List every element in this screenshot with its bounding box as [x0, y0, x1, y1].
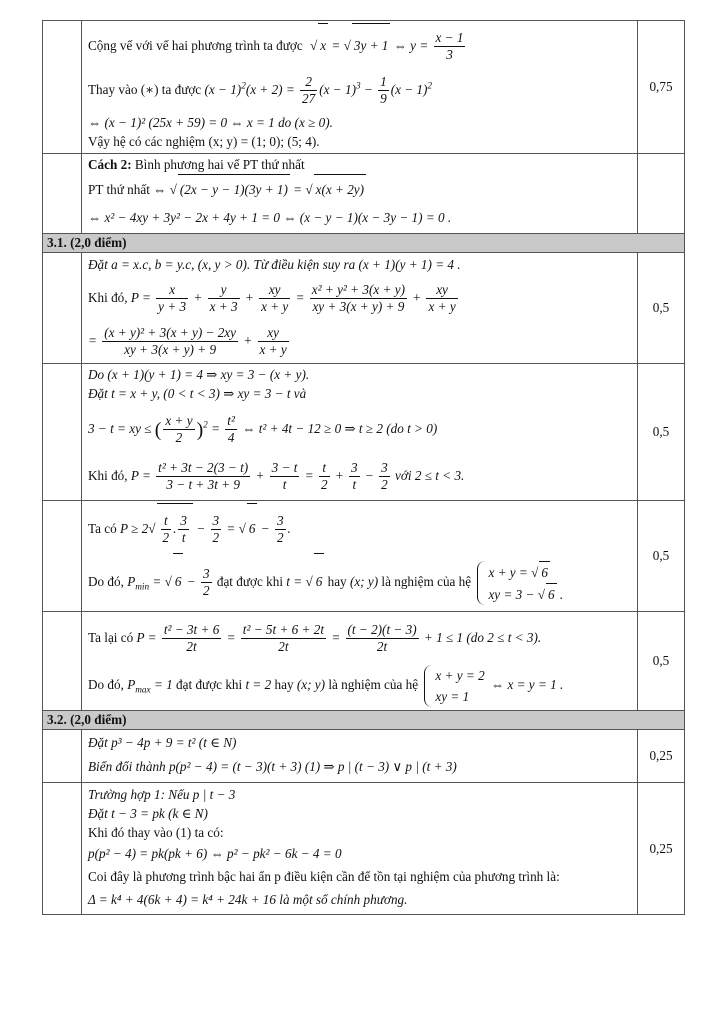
text-line: p(p² − 4) = pk(pk + 6) ⇔ p² − pk² − 6k − 4 = 0 [88, 846, 342, 861]
row3-content: Đặt a = x.c, b = y.c, (x, y > 0). Từ điều kiện suy ra (x + 1)(y + 1) = 4 . Khi đó, P = $\frac{x}{y + 3}$ + $\frac{y}{x + 3}$ + $\frac{xy}{x + y}$ = $\frac{\text{x² + y² + 3(x + y)}}{xy + 3(x + y) + 9}$ + $\frac{xy}{x + y}$ = $\frac{\text{(x + y)² + 3(x + y) − 2xy}}{xy + 3(x + y) + 9}$ + $\frac{xy}{x + y}$ [82, 253, 638, 364]
system-brace: x + y = √ 6 xy = 3 − √ 6 . [477, 561, 563, 605]
text-line: Thay vào [88, 82, 138, 97]
text-line: Đặt a = x.c, b = y.c, (x, y > 0). Từ điều kiện suy ra (x + 1)(y + 1) = 4 . [88, 257, 461, 272]
text-line: Do (x + 1)(y + 1) = 4 ⇒ xy = 3 − (x + y). [88, 367, 310, 382]
row5-content: Ta có P ≥ 2√ $\frac{t}{2}$ . $\frac{3}{t}$ − $\frac{3}{2}$ = √ 6 − $\frac{3}{2}$ . Do đó, $P_{min}$ = √ 6 − $\frac{3}{2}$ đạt được khi t = √ 6 hay (x; y) là nghiệm của hệ x + y = √ 6 xy = 3 − √ 6 . [82, 501, 638, 612]
score-cell: 0,5 [638, 364, 685, 501]
solution-table [42, 20, 685, 915]
row8-content: Trường hợp 1: Nếu p | t − 3 Đặt t − 3 = pk (k ∈ N) Khi đó thay vào (1) ta có: p(p² − 4) = pk(pk + 6) ⇔ p² − pk² − 6k − 4 = 0 Coi đây là phương trình bậc hai ẩn p điều kiện cần để tồn tại nghiệm của phương trình là: Δ = k⁴ + 4(6k + 4) = k⁴ + 24k + 16 là một số chính phương. [82, 783, 638, 915]
score-cell: 0,5 [638, 501, 685, 612]
row6-content: Ta lại có P = $\frac{\text{t² − 3t + 6}}{2t}$ = $\frac{\text{t² − 5t + 6 + 2t}}{2t}$ = $\frac{(t - 2)(t - 3)}{2t}$ + 1 ≤ 1 (do 2 ≤ t < 3). Do đó, $P_{max} = 1$ đạt được khi t = 2 hay (x; y) là nghiệm của hệ x + y = 2 xy = 1 ⇔ x = y = 1 . [82, 612, 638, 711]
text-line: Đặt p³ − 4p + 9 = t² (t ∈ N) [88, 735, 237, 750]
text-line: Ta có [88, 521, 117, 536]
text-line: Do đó, [88, 574, 124, 589]
row7-content [82, 730, 638, 783]
score-cell: 0,75 [638, 21, 685, 154]
text-line: Khi đó, [88, 290, 128, 305]
table-row [43, 730, 685, 783]
text-line: Biến đổi thành p(p² − 4) = (t − 3)(t + 3) (1) ⇒ p | (t − 3) ∨ p | (t + 3) [88, 759, 457, 774]
score-cell: 0,5 [638, 612, 685, 711]
section-header [43, 711, 685, 730]
score-cell: 0,25 [638, 783, 685, 915]
score-cell: 0,25 [638, 730, 685, 783]
table-row [43, 501, 685, 612]
text-line: PT thứ nhất ⇔ [88, 182, 167, 197]
system-brace: x + y = 2 xy = 1 [424, 665, 484, 707]
table-row [43, 21, 685, 154]
section-title: 3.2. (2,0 điểm) [43, 711, 685, 730]
text-line: Ta lại có [88, 630, 134, 645]
text-line: ⇔ x² − 4xy + 3y² − 2x + 4y + 1 = 0 ⇔ (x − y − 1)(x − 3y − 1) = 0 . [88, 210, 452, 225]
text-line: Đặt t = x + y, (0 < t < 3) ⇒ xy = 3 − t và [88, 386, 307, 401]
text-line: Đặt t − 3 = pk (k ∈ N) [88, 806, 208, 821]
table-row [43, 364, 685, 501]
table-row [43, 783, 685, 915]
text-line: Cộng vế với vế hai phương trình ta được [88, 38, 303, 53]
text-line: ⇔ (x − 1)² (25x + 59) = 0 ⇔ x = 1 do (x ≥ 0). [88, 115, 333, 130]
text-line: Khi đó, [88, 468, 128, 483]
row4-content: Do (x + 1)(y + 1) = 4 ⇒ xy = 3 − (x + y). Đặt t = x + y, (0 < t < 3) ⇒ xy = 3 − t và 3 − t = xy ≤ ( $\frac{x + y}{2}$ )$^2$ = $\frac{\text{t²}}{4}$ ⇔ t² + 4t − 12 ≥ 0 ⇒ t ≥ 2 (do t > 0) Khi đó, P = $\frac{\text{t² + 3t − 2(3 − t)}}{3 - t + 3t + 9}$ + $\frac{3 - t}{t}$ = $\frac{t}{2}$ + $\frac{3}{t}$ − $\frac{3}{2}$ với 2 ≤ t < 3. [82, 364, 638, 501]
text-line: Vậy hệ có các nghiệm (x; y) = (1; 0); (5; 4). [88, 134, 320, 149]
section-title: 3.1. (2,0 điểm) [43, 234, 685, 253]
table-row [43, 253, 685, 364]
table-row [43, 154, 685, 234]
row2-content: Cách 2: Bình phương hai vế PT thứ nhất PT thứ nhất ⇔ √ (2x − y − 1)(3y + 1) = √ x(x + 2y) ⇔ x² − 4xy + 3y² − 2x + 4y + 1 = 0 ⇔ (x − y − 1)(x − 3y − 1) = 0 . [82, 154, 638, 234]
text-line: Coi đây là phương trình bậc hai ẩn p điều kiện cần để tồn tại nghiệm của phương trình là: [88, 869, 560, 884]
score-cell: 0,5 [638, 253, 685, 364]
text-line: Do đó, [88, 677, 124, 692]
text-line: Δ = k⁴ + 4(6k + 4) = k⁴ + 24k + 16 là một số chính phương. [88, 892, 408, 907]
table-row [43, 612, 685, 711]
section-header [43, 234, 685, 253]
text-line: Khi đó thay vào (1) ta có: [88, 825, 224, 840]
row1-content: Cộng vế với vế hai phương trình ta được √ x = √ 3y + 1 ⇔ y = $\frac{x - 1}{3}$ Thay vào (∗) ta được $(x - 1)^2(x + 2)$ = $\frac{2}{27}$ $(x - 1)^3$ − $\frac{1}{9}$ $(x - 1)^2$ ⇔ (x − 1)² (25x + 59) = 0 ⇔ x = 1 do (x ≥ 0). Vậy hệ có các nghiệm (x; y) = (1; 0); (5; 4). [82, 21, 638, 154]
